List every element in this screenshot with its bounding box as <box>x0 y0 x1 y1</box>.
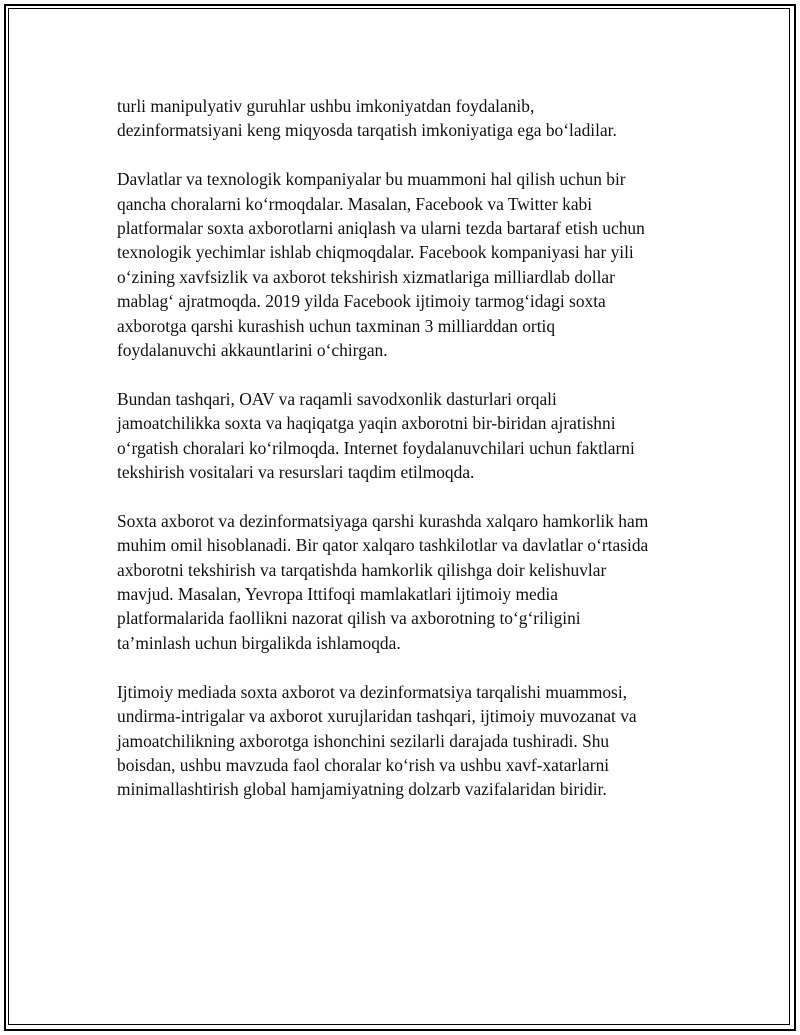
paragraph-2: Davlatlar va texnologik kompaniyalar bu muammoni hal qilish uchun bir qancha choralarni ko‘rmoqdalar. Masalan, Facebook va Twitter kabi platformalar soxta axborotlarni aniqlash va ularni tezda bartaraf etish uchun texnologik yechimlar ishlab chiqmoqdalar. Facebook kompaniyasi har yili o‘zining xavfsizlik va axborot tekshirish xizmatlariga milliardlab dollar mablag‘ ajratmoqda. 2019 yilda Facebook ijtimoiy tarmog‘idagi soxta axborotga qarshi kurashish uchun taxminan 3 milliarddan ortiq foydalanuvchi akkauntlarini o‘chirgan. <box>117 169 645 361</box>
paragraph-4: Soxta axborot va dezinformatsiyaga qarshi kurashda xalqaro hamkorlik ham muhim omil hisoblanadi. Bir qator xalqaro tashkilotlar va davlatlar o‘rtasida axborotni tekshirish va tarqatishda hamkorlik qilishga doir kelishuvlar mavjud. Masalan, Yevropa Ittifoqi mamlakatlari ijtimoiy media platformalarida faollikni nazorat qilish va axborotning to‘g‘riligini ta’minlash uchun birgalikda ishlamoqda. <box>117 510 649 653</box>
paragraph-5: Ijtimoiy mediada soxta axborot va dezinformatsiya tarqalishi muammosi, undirma-intrigalar va axborot xurujlaridan tashqari, ijtimoiy muvozanat va jamoatchilikning axborotga ishonchini sezilarli darajada tushiradi. Shu boisdan, ushbu mavzuda faol choralar ko‘rish va ushbu xavf-xatarlarni minimallashtirish global hamjamiyatning dolzarb vazifalaridan biridir. <box>117 681 637 800</box>
document-body <box>117 94 697 826</box>
paragraph-3: Bundan tashqari, OAV va raqamli savodxonlik dasturlari orqali jamoatchilikka soxta va haqiqatga yaqin axborotni bir-biridan ajratishni o‘rgatish choralari ko‘rilmoqda. Internet foydalanuvchilari uchun faktlarni tekshirish vositalari va resurslari taqdim etilmoqda. <box>117 388 635 483</box>
paragraph-1: turli manipulyativ guruhlar ushbu imkoniyatdan foydalanib, dezinformatsiyani keng miqyosda tarqatish imkoniyatiga ega bo‘ladilar. <box>117 96 617 141</box>
